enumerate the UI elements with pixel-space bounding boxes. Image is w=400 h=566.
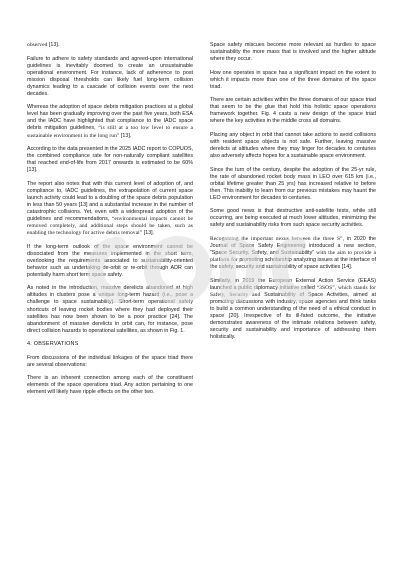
quote-text: with the aim to provide a platform for	[210, 250, 377, 264]
paragraph: From discussions of the individual linkages of the space triad there are several observations:	[27, 354, 193, 368]
paragraph: If the long-term outlook of the space environment cannot be dissociated from the measures implemented in the short term, overlooking the requirements associated to sustainability-oriented behavior such as undertaking de-orbit or re-orbit through ADR can potentially harm short term space safety.	[27, 243, 193, 278]
paragraph: As noted in the introduction, massive derelicts abandoned at high altitudes in clusters pose a unique long-term hazard (i.e., pose a challenge to space sustainability). Short-term operational safety shortcuts of leaving rocket bodies where they had deployed their satellites has now been shown to be a poor practice [24]. The abandonment of massive derelicts in orbit can, for instance, pose direct collision hazards to operational satellites, as shown in Fig. 1.	[27, 285, 193, 334]
right-column	[210, 42, 376, 348]
paragraph	[27, 42, 193, 49]
paragraph: There are certain activities within the three domains of our space triad that seem to be the glue that hold this holistic space operations framework together. Fig. 4 casts a new design of the space triad where the key activities in the middle cross all domains.	[210, 97, 376, 125]
paragraph-text: promoting scholarship analyzing issues at the interface of the safety, security and sustainability of space activities [14].	[210, 257, 377, 271]
quote-text: Recognizing the important nexus between the three S”,	[210, 236, 345, 243]
paragraph: Placing any object in orbit that cannot take actions to avoid collisions with resident space objects is not safe. Further, leaving massive derelicts at altitudes where they may linger for decades to centuries also adversely affects hopes for a sustainable space environment.	[210, 131, 376, 160]
quote-text: “is still at a too low level to ensure a sustainable environment in the long run”	[27, 125, 193, 139]
quote-text: observed	[27, 42, 48, 48]
paragraph	[210, 278, 376, 341]
section-heading: 4. OBSERVATIONS	[27, 341, 79, 348]
paragraph-text: Whereas the adoption of space debris mitigation practices at a global level has been gradually improving over the past five years, both ESA and the IADC have highlighted that compliance to the IADC space debris mitigation guidelines,	[27, 104, 193, 132]
paragraph: Some good news is that destructive anti-satellite tests, while still occurring, are being executed at much lower altitudes, minimizing the safety and sustainability risks from such space security activities.	[210, 208, 376, 229]
paragraph	[210, 236, 376, 271]
paragraph: There is an inherent connection among each of the constituent elements of the space operations triad. Any action pertaining to one element will likely have ripple effects on the other two.	[27, 375, 193, 396]
left-column	[27, 42, 193, 403]
paragraph-text: The report also notes that with this current level of adoption of, and compliance to, IADC guidelines, the extrapolation of current space launch activity could lead to a doubling of the space debris population in less than 50 years [13] and a substantial increase in the number of catastrophic collisions. Yet, even with a widespread adoption of the guidelines and recommendations,	[27, 180, 193, 222]
citation: [13].	[119, 132, 132, 139]
paragraph: Failure to adhere to safety standards and agreed-upon international guidelines is inevitably doomed to create an unsustainable operational environment. For instance, lack of adherence to post mission disposal thresholds can likely fuel long-term collision dynamics leading to a cascade of collision events over the next decades.	[27, 55, 193, 97]
paragraph: Since the turn of the century, despite the adoption of the 25-yr rule, the rate of abandoned rocket body mass in LEO over 615 km (i.e., orbital lifetime greater than 25 yrs) has increased relative to before then. This inability to learn from our previous mistakes may haunt the LEO environment for decades to centuries.	[210, 166, 376, 201]
paragraph-text: [13].	[47, 42, 60, 48]
citation: [13].	[142, 230, 155, 237]
paragraph: According to the data presented in the 2025 IADC report to COPUOS, the combined compliance rate for non-naturally compliant satellites that reached end-of-life from 2017 onwards is estimated to be 60% [13].	[27, 146, 193, 174]
paragraph: Space safety miscues become more relevant as hurdles to space sustainability the more mass that is involved and the higher altitude where they occur.	[210, 42, 376, 63]
paragraph-text: Similarly, in 2019 the European External Action Service (EEAS) launched a public diplomacy initiative called	[210, 277, 376, 291]
paragraph-text: Sustainability of Space Activities, aimed at promoting discussions with industry, space agencies and think tanks to build a common understanding of the need of a ethical conduct in space [20]. Irrespective of its ill-fated outcome, the initiative demonstrates awareness of the intimate relations between safety, security and sustainability and importance of addressing them holistically.	[210, 291, 376, 341]
quote-text: “3SOS”, which stands for Safety, Security and	[210, 284, 376, 298]
paragraph-text: in 2020 the Journal of Space Safety Engineering introduced a new section, “Space Security, Safety, and Sustainability”	[210, 236, 377, 257]
paragraph: How one operates in space has a significant impact on the extent to which it impacts more than one of the three domains of the space triad.	[210, 69, 376, 90]
paragraph	[27, 181, 193, 237]
quote-text: “environmental impacts cannot be removed completely, and additional steps should be taken, such as enabling the technology for active debris removal”	[27, 215, 193, 237]
paragraph	[27, 104, 193, 139]
